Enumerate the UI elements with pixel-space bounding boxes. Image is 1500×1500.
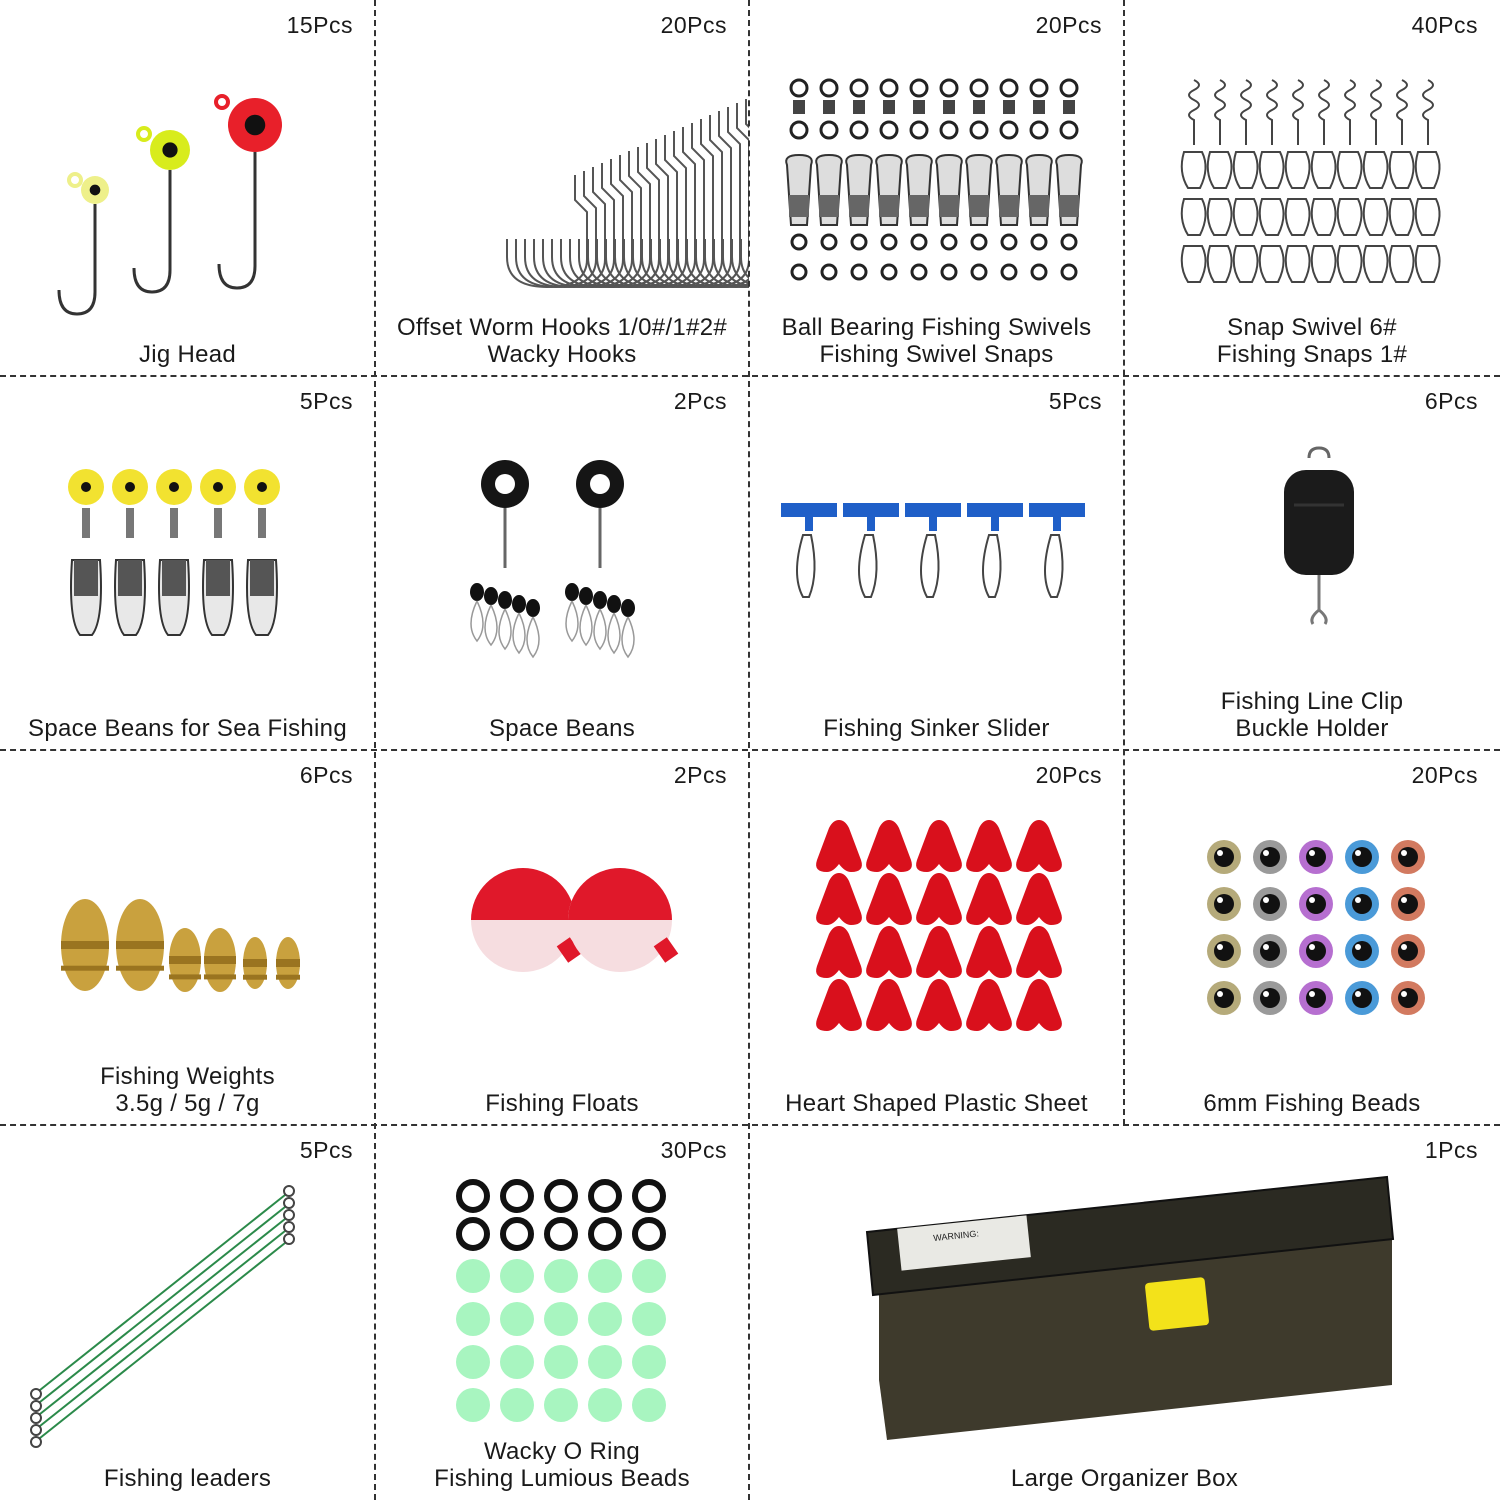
- product-label: [375, 715, 749, 742]
- product-label: [375, 1090, 749, 1117]
- product-cell: [749, 376, 1124, 750]
- product-label-line: Fishing Snaps 1#: [1216, 341, 1408, 368]
- product-cell: [375, 0, 749, 376]
- product-label-line: Fishing leaders: [103, 1465, 272, 1492]
- product-cell: [0, 750, 375, 1125]
- product-cell: [749, 0, 1124, 376]
- product-cell: [749, 1125, 1500, 1500]
- product-label-line: 6mm Fishing Beads: [1203, 1090, 1421, 1117]
- product-label: [375, 1438, 749, 1492]
- box-warning-label: WARNING:: [932, 1228, 980, 1244]
- leader-icon: [0, 1125, 375, 1500]
- piece-count: 5Pcs: [299, 388, 353, 414]
- product-label: [749, 314, 1124, 368]
- piece-count: 6Pcs: [299, 762, 353, 788]
- product-cell: [0, 0, 375, 376]
- product-label-line: Fishing Weights: [100, 1063, 275, 1090]
- product-label-line: Fishing Lumious Beads: [434, 1465, 690, 1492]
- piece-count: 20Pcs: [660, 12, 727, 38]
- product-label: [749, 715, 1124, 742]
- product-label-line: Fishing Floats: [485, 1090, 639, 1117]
- heart-sheet-icon: [749, 750, 1124, 1125]
- product-label: [1124, 1090, 1500, 1117]
- product-label-line: Buckle Holder: [1235, 715, 1389, 742]
- piece-count: 15Pcs: [286, 12, 353, 38]
- product-label: [375, 314, 749, 368]
- piece-count: 5Pcs: [299, 1137, 353, 1163]
- piece-count: 2Pcs: [673, 762, 727, 788]
- divider-vertical: [1123, 0, 1125, 1125]
- product-label-line: Large Organizer Box: [1010, 1465, 1239, 1492]
- product-label-line: Wacky Hooks: [487, 341, 637, 368]
- piece-count: 6Pcs: [1424, 388, 1478, 414]
- product-label: [0, 341, 375, 368]
- product-cell: [1124, 376, 1500, 750]
- product-label-line: Fishing Sinker Slider: [823, 715, 1050, 742]
- piece-count: 30Pcs: [660, 1137, 727, 1163]
- product-label: [749, 1090, 1124, 1117]
- piece-count: 5Pcs: [1048, 388, 1102, 414]
- sinker-slider-icon: [749, 376, 1124, 750]
- product-label-line: Snap Swivel 6#: [1227, 314, 1397, 341]
- float-icon: [375, 750, 749, 1125]
- product-label-line: 3.5g / 5g / 7g: [115, 1090, 260, 1117]
- eye-bead-icon: [1124, 750, 1500, 1125]
- divider-horizontal: [0, 1124, 1500, 1126]
- space-bean-icon: [375, 376, 749, 750]
- piece-count: 20Pcs: [1035, 12, 1102, 38]
- product-cell: [375, 376, 749, 750]
- sea-space-bean-icon: [0, 376, 375, 750]
- product-cell: [749, 750, 1124, 1125]
- product-cell: [375, 1125, 749, 1500]
- piece-count: 1Pcs: [1424, 1137, 1478, 1163]
- jig-head-icon: [0, 0, 375, 376]
- product-label: [0, 715, 375, 742]
- product-cell: [375, 750, 749, 1125]
- product-label-line: Ball Bearing Fishing Swivels: [781, 314, 1092, 341]
- product-label-line: Space Beans for Sea Fishing: [28, 715, 347, 742]
- organizer-box-icon: [749, 1125, 1500, 1500]
- product-label-line: Fishing Line Clip: [1220, 688, 1404, 715]
- piece-count: 20Pcs: [1411, 762, 1478, 788]
- product-label-line: Offset Worm Hooks 1/0#/1#2#: [396, 314, 728, 341]
- product-label-line: Space Beans: [488, 715, 636, 742]
- divider-horizontal: [0, 749, 1500, 751]
- product-label-line: Wacky O Ring: [483, 1438, 641, 1465]
- product-label: [0, 1063, 375, 1117]
- product-cell: [0, 1125, 375, 1500]
- product-cell: [1124, 0, 1500, 376]
- product-label: [1124, 688, 1500, 742]
- product-label: [749, 1465, 1500, 1492]
- product-label: [0, 1465, 375, 1492]
- piece-count: 2Pcs: [673, 388, 727, 414]
- piece-count: 20Pcs: [1035, 762, 1102, 788]
- product-label-line: Jig Head: [138, 341, 237, 368]
- divider-horizontal: [0, 375, 1500, 377]
- piece-count: 40Pcs: [1411, 12, 1478, 38]
- product-cell: [1124, 750, 1500, 1125]
- product-label-line: Heart Shaped Plastic Sheet: [785, 1090, 1088, 1117]
- product-label: [1124, 314, 1500, 368]
- product-label-line: Fishing Swivel Snaps: [819, 341, 1054, 368]
- product-cell: [0, 376, 375, 750]
